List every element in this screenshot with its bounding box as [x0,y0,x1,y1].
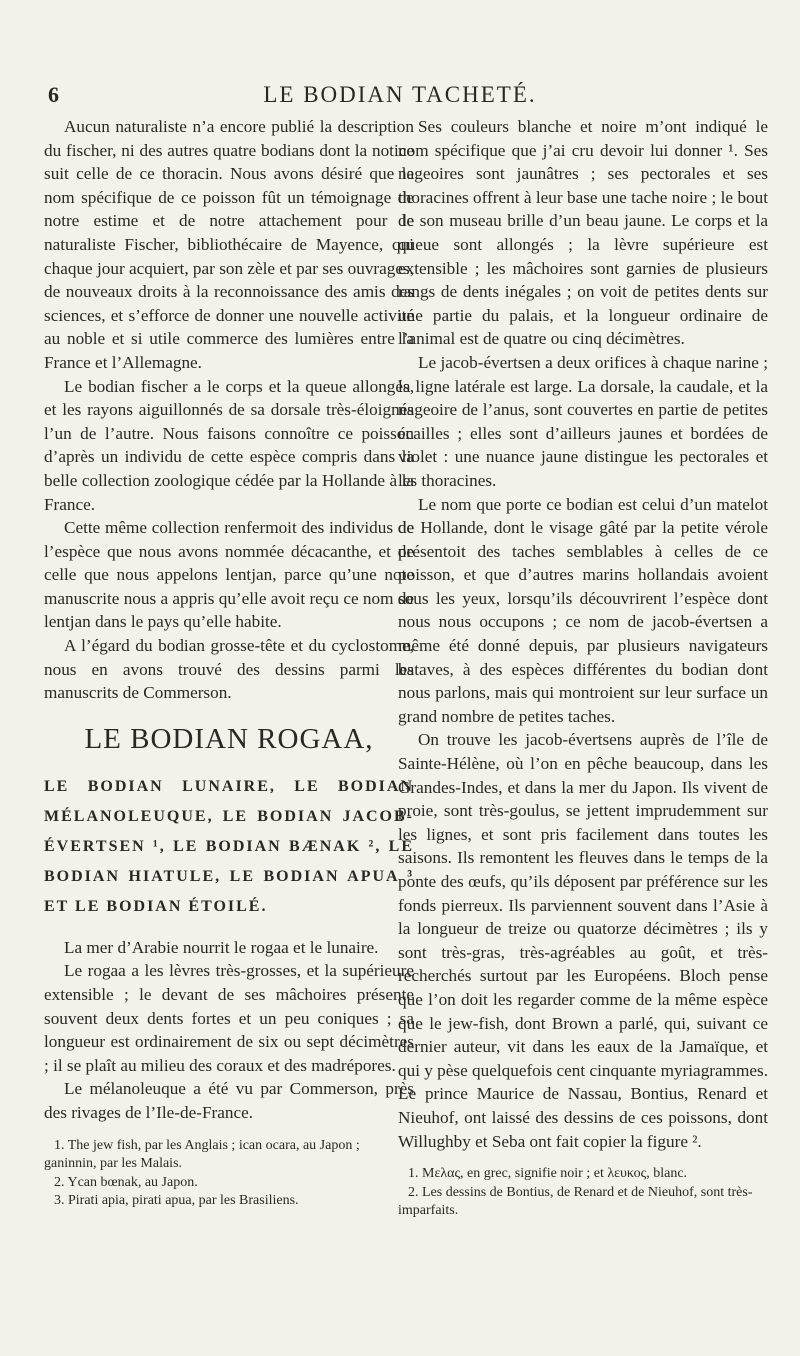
paragraph: Le rogaa a les lèvres très-grosses, et la supérieure extensible ; le devant de ses mâchoires présente souvent deux dents fortes et un peu coniques ; sa longueur est ordinairement de six ou sept décimètres ; il se plaît au milieu des coraux et des madrépores. [44,961,414,1075]
paragraph: La mer d’Arabie nourrit le rogaa et le lunaire. [64,937,379,957]
footnote: 3. Pirati apia, pirati apua, par les Brasiliens. [54,1193,299,1209]
paragraph: A l’égard du bodian grosse-tête et du cyclostome, nous en avons trouvé des dessins parmi les manuscrits de Commerson. [44,636,414,703]
section-title: LE BODIAN ROGAA, [84,722,374,755]
footnote: 1. The jew fish, par les Anglais ; ican ocara, au Japon ; ganinnin, par les Malais. [44,1137,360,1172]
section-subtitle: LE BODIAN LUNAIRE, LE BODIAN MÉLANOLEUQUE, LE BODIAN JACOB-ÉVERTSEN ¹, LE BODIAN BÆNAK ², LE BODIAN HIATULE, LE BODIAN APUA ³ ET LE BODIAN ÉTOILÉ. [44,777,414,915]
paragraph: Ses couleurs blanche et noire m’ont indiqué le nom spécifique que j’ai cru devoir lui donner ¹. Ses nageoires sont jaunâtres ; ses pectorales et ses thoracines offrent à leur base une tache noire ; le bout de son museau brille d’un beau jaune. Le corps et la queue sont allongés ; la lèvre supérieure est extensible ; les mâchoires sont garnies de plusieurs rangs de dents inégales ; on voit de petites dents sur une partie du palais, et la longueur ordinaire de l’animal est de quatre ou cinq décimètres. [398,117,768,349]
paragraph: Le mélanoleuque a été vu par Commerson, près des rivages de l’Ile-de-France. [44,1079,414,1122]
footnotes [398,1165,768,1221]
paragraph: Le nom que porte ce bodian est celui d’un matelot de Hollande, dont le visage gâté par la petite vérole présentoit des taches semblables à celles de ce poisson, et que d’autres marins hollandais avoient sous les yeux, lorsqu’ils découvrirent l’espèce dont nous nous occupons ; ce nom de jacob-évertsen a même été donné depuis, par plusieurs navigateurs bataves, à des espèces différentes du bodian dont nous parlons, mais qui montroient sur leur surface un grand nombre de petites taches. [398,494,768,726]
paragraph: Aucun naturaliste n’a encore publié la description du fischer, ni des autres quatre bodians dont la notice suit celle de ce thoracin. Nous avons désiré que le nom spécifique de ce poisson fût un témoignage de notre estime et de notre attachement pour le naturaliste Fischer, bibliothécaire de Mayence, qui chaque jour acquiert, par son zèle et par ses ouvrages, de nouveaux droits à la reconnoissance des amis des sciences, et s’efforce de donner une nouvelle activité au noble et si utile commerce des lumières entre la France et l’Allemagne. [44,117,414,372]
footnote: 2. Les dessins de Bontius, de Renard et de Nieuhof, sont très-imparfaits. [398,1184,753,1219]
page-number: 6 [48,82,59,107]
paragraph: On trouve les jacob-évertsens auprès de l’île de Sainte-Hélène, où l’on en pêche beaucoup, dans les Grandes-Indes, et dans la mer du Japon. Ils vivent de proie, sont très-goulus, se jettent imprudemment sur les lignes, et sont pris facilement dans toutes les saisons. Ils remontent les fleuves dans le temps de la ponte des œufs, qu’ils déposent par préférence sur les fonds pierreux. Ils parviennent souvent dans l’Asie à la longueur de treize ou quatorze décimètres ; ils y sont très-gras, très-agréables au goût, et très-recherchés surtout par les Européens. Bloch pense que l’on doit les regarder comme de la même espèce que le jew-fish, dont Brown a parlé, qui, suivant ce dernier auteur, vit dans les eaux de la Jamaïque, et qui y pèse quelquefois cent cinquante myriagrammes. Le prince Maurice de Nassau, Bontius, Renard et Nieuhof, ont laissé des dessins de ces poissons, dont Willughby et Seba ont fait copier la figure ². [398,730,768,1151]
page-header [0,82,800,112]
paragraph: Le jacob-évertsen a deux orifices à chaque narine ; la ligne latérale est large. La dorsale, la caudale, et la nageoire de l’anus, sont couvertes en partie de petites écailles ; elles sont d’ailleurs jaunes et bordées de violet : une nuance jaune distingue les pectorales et les thoracines. [398,352,768,490]
footnote: 2. Ycan bœnak, au Japon. [54,1174,198,1190]
running-title: LE BODIAN TACHETÉ. [263,82,537,107]
left-column [44,115,414,1211]
paragraph: Le bodian fischer a le corps et la queue allongés, et les rayons aiguillonnés de sa dorsale très-éloignés l’un de l’autre. Nous faisons connoître ce poisson d’après un individu de cette espèce compris dans la belle collection zoologique cédée par la Hollande à la France. [44,376,414,514]
right-column [398,115,768,1221]
footnotes [44,1137,414,1211]
footnote: 1. Μελας, en grec, signifie noir ; et λευκος, blanc. [408,1166,688,1182]
paragraph: Cette même collection renfermoit des individus de l’espèce que nous avons nommée décacanthe, et de celle que nous appelons lentjan, parce qu’une note manuscrite nous a appris qu’elle avoit reçu ce nom de lentjan dans le pays qu’elle habite. [44,518,414,632]
